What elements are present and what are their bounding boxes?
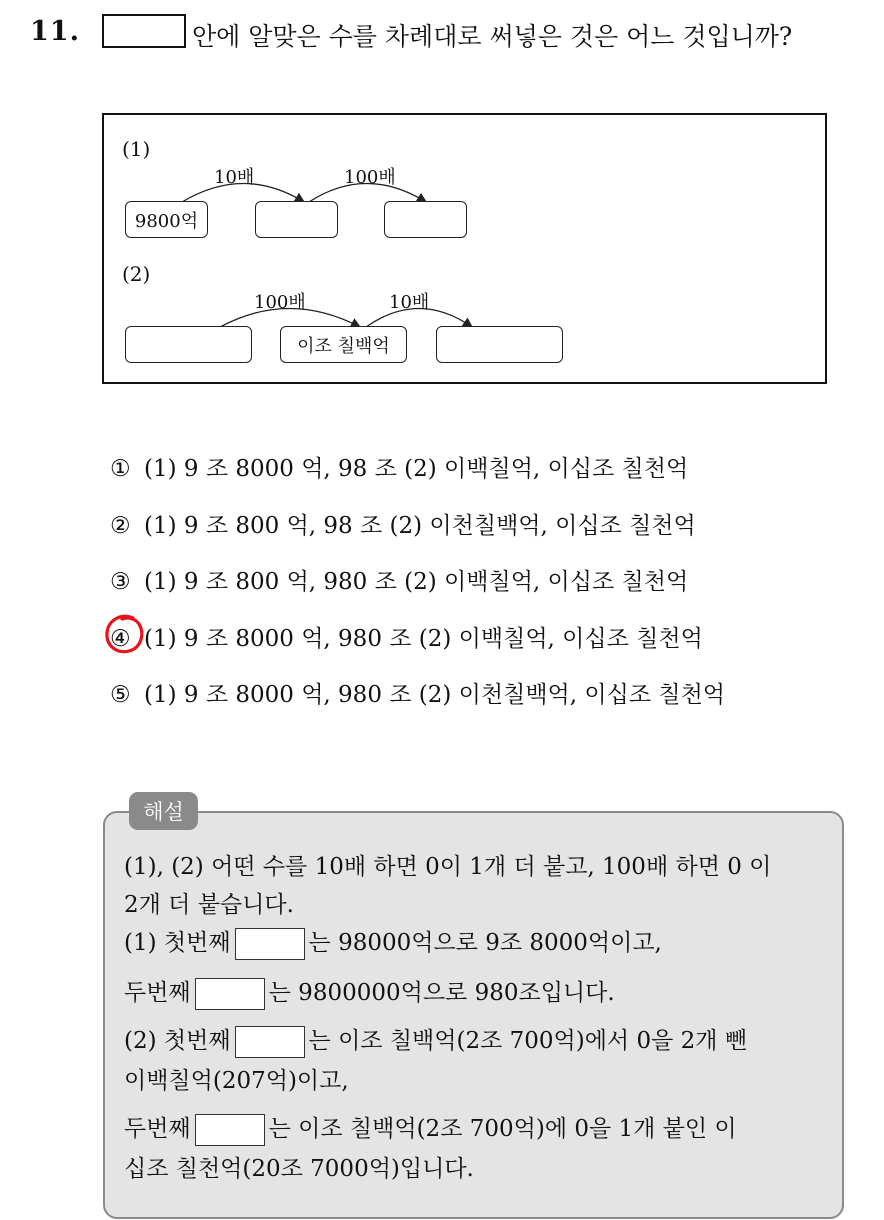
problem-figure: [102, 113, 827, 384]
choice-4[interactable]: [110, 620, 703, 653]
part1-arrow1-label: 10배: [214, 167, 255, 188]
choice-text: (1) 9 조 8000 억, 980 조 (2) 이천칠백억, 이십조 칠천억: [144, 682, 726, 708]
choice-1[interactable]: [110, 450, 688, 483]
question-text: 안에 알맞은 수를 차례대로 써넣은 것은 어느 것입니까?: [192, 22, 793, 51]
choice-number: ④: [110, 626, 131, 652]
solution-line-2: 2개 더 붙습니다.: [124, 892, 294, 918]
choice-number: ③: [110, 569, 131, 595]
solution-text: (1) 첫번째: [124, 930, 231, 956]
choice-text: (1) 9 조 800 억, 98 조 (2) 이천칠백억, 이십조 칠천억: [144, 513, 696, 539]
solution-line-5: [124, 1022, 747, 1058]
part2-middle-box: 이조 칠백억: [280, 326, 407, 363]
part2-blank-box-1: [125, 326, 252, 363]
choice-number: ①: [110, 456, 131, 482]
choice-5[interactable]: [110, 676, 725, 709]
choice-text: (1) 9 조 8000 억, 980 조 (2) 이백칠억, 이십조 칠천억: [144, 626, 703, 652]
part2-blank-box-2: [436, 326, 563, 363]
choice-number: ②: [110, 513, 131, 539]
choice-number: ⑤: [110, 682, 131, 708]
solution-line-3: [124, 924, 662, 960]
part2-label: (2): [122, 262, 151, 286]
solution-line-1: (1), (2) 어떤 수를 10배 하면 0이 1개 더 붙고, 100배 하면 0 이: [124, 854, 772, 880]
part1-start-box: 9800억: [125, 201, 208, 238]
solution-text: (2) 첫번째: [124, 1028, 231, 1054]
part1-arrow2-label: 100배: [344, 167, 396, 188]
solution-blank: [235, 1026, 305, 1058]
solution-text: 는 98000억으로 9조 8000억이고,: [308, 930, 662, 956]
part1-blank-box-2: [384, 201, 467, 238]
question-number: 11.: [30, 16, 80, 47]
solution-line-8: 십조 칠천억(20조 7000억)입니다.: [124, 1156, 474, 1182]
solution-line-4: [124, 974, 615, 1010]
solution-blank: [195, 978, 265, 1010]
solution-text: 두번째: [124, 980, 191, 1006]
solution-text: 는 이조 칠백억(2조 700억)에서 0을 2개 뺀: [308, 1028, 747, 1054]
part2-arrow1-label: 100배: [254, 292, 306, 313]
solution-line-7: [124, 1110, 737, 1146]
question-answer-blank: [102, 14, 186, 48]
choice-3[interactable]: [110, 563, 688, 596]
part1-label: (1): [122, 137, 151, 161]
answer-mark-circle-icon: [103, 612, 147, 656]
solution-blank: [195, 1114, 265, 1146]
solution-text: 두번째: [124, 1116, 191, 1142]
part1-blank-box-1: [255, 201, 338, 238]
solution-text: 는 9800000억으로 980조입니다.: [268, 980, 615, 1006]
solution-blank: [235, 928, 305, 960]
solution-tag: 해설: [129, 792, 198, 830]
choice-text: (1) 9 조 8000 억, 98 조 (2) 이백칠억, 이십조 칠천억: [144, 456, 689, 482]
solution-text: 는 이조 칠백억(2조 700억)에 0을 1개 붙인 이: [268, 1116, 737, 1142]
solution-line-6: 이백칠억(207억)이고,: [124, 1068, 349, 1094]
choice-text: (1) 9 조 800 억, 980 조 (2) 이백칠억, 이십조 칠천억: [144, 569, 689, 595]
part2-arrow2-label: 10배: [389, 292, 430, 313]
choice-2[interactable]: [110, 507, 696, 540]
